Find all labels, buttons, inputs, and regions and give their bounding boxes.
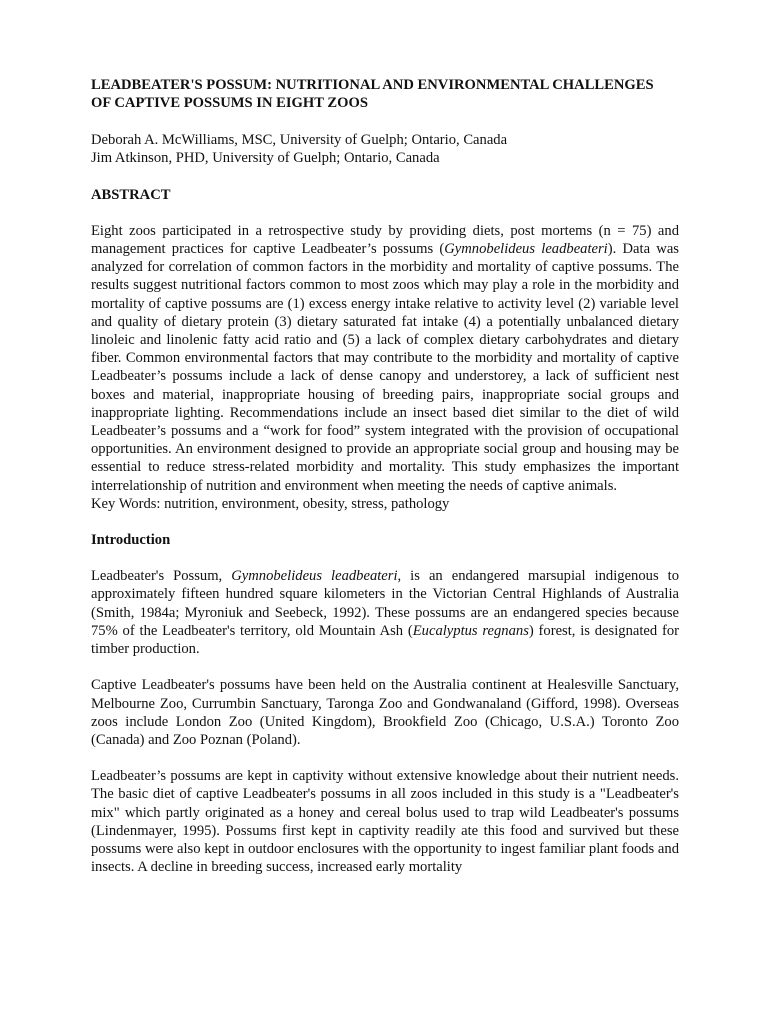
- introduction-heading: Introduction: [91, 532, 171, 549]
- abstract-species-name: Gymnobelideus leadbeateri: [444, 241, 608, 258]
- intro-p1-text-3: ) forest, is designated for timber production.: [91, 622, 679, 658]
- document-page: [91, 76, 679, 894]
- abstract-text-1: Eight zoos participated in a retrospective study by providing diets, post mortems (n = 75) and management practices for captive Leadbeater’s possums (: [91, 222, 679, 258]
- keywords: Key Words: nutrition, environment, obesity, stress, pathology: [91, 495, 450, 512]
- paper-title: [91, 76, 679, 113]
- author-1: Deborah A. McWilliams, MSC, University of Guelph; Ontario, Canada: [91, 131, 508, 148]
- abstract-heading: ABSTRACT: [91, 186, 171, 203]
- intro-p1-text-2: , is an endangered marsupial indigenous to approximately fifteen hundred square kilometers in the Victorian Central Highlands of Australia (Smith, 1984a; Myroniuk and Seebeck, 1992). These possums are an endangered species because 75% of the Leadbeater's territory, old Mountain Ash (: [91, 568, 680, 639]
- abstract-text-2: ). Data was analyzed for correlation of common factors in the morbidity and mortality of captive possums. The results suggest nutritional factors common to most zoos which may play a role in the morbidity and mortality of captive possums are (1) excess energy intake relative to activity level (2) variable level and quality of dietary protein (3) dietary saturated fat intake (4) a potentially unbalanced dietary linoleic and linolenic fatty acid ratio and (5) a lack of complex dietary carbohydrates and dietary fiber. Common environmental factors that may contribute to the morbidity and mortality of captive Leadbeater’s possums include a lack of dense canopy and understorey, a lack of sufficient nest boxes and material, inappropriate housing of breeding pairs, inappropriate social groups and inappropriate lighting. Recommendations include an insect based diet similar to the diet of wild Leadbeater’s possums and a “work for food” system integrated with the provision of occupational opportunities. An environment designed to provide an appropriate social group and housing may be essential to reduce stress-related morbidity and mortality. This study emphasizes the important interrelationship of nutrition and environment when meeting the needs of captive animals.: [91, 241, 679, 494]
- intro-paragraph-2: Captive Leadbeater's possums have been held on the Australia continent at Healesville Sanctuary, Melbourne Zoo, Currumbin Sanctuary, Taronga Zoo and Gondwanaland (Gifford, 1998). Overseas zoos include London Zoo (United Kingdom), Brookfield Zoo (Chicago, U.S.A.) Toronto Zoo (Canada) and Zoo Poznan (Poland).: [91, 677, 679, 748]
- intro-paragraph-3: Leadbeater’s possums are kept in captivity without extensive knowledge about their nutrient needs. The basic diet of captive Leadbeater's possums in all zoos included in this study is a "Leadbeater's mix" which partly originated as a honey and cereal bolus used to trap wild Leadbeater's possums (Lindenmayer, 1995). Possums first kept in captivity readily ate this food and survived but these possums were also kept in outdoor enclosures with the opportunity to ingest familiar plant foods and insects. A decline in breeding success, increased early mortality: [91, 768, 679, 876]
- author-2: Jim Atkinson, PHD, University of Guelph; Ontario, Canada: [91, 150, 440, 167]
- title-line-2: OF CAPTIVE POSSUMS IN EIGHT ZOOS: [91, 95, 368, 112]
- abstract-paragraph: [91, 222, 679, 495]
- intro-p1-tree-name: Eucalyptus regnans: [412, 622, 529, 639]
- intro-paragraph-1: [91, 567, 679, 658]
- title-line-1: LEADBEATER'S POSSUM: NUTRITIONAL AND ENVIRONMENTAL CHALLENGES: [91, 77, 654, 93]
- intro-p1-species-name: Gymnobelideus leadbeateri: [231, 568, 398, 585]
- intro-p1-text-1: Leadbeater's Possum,: [91, 568, 232, 585]
- author-list: [91, 131, 679, 168]
